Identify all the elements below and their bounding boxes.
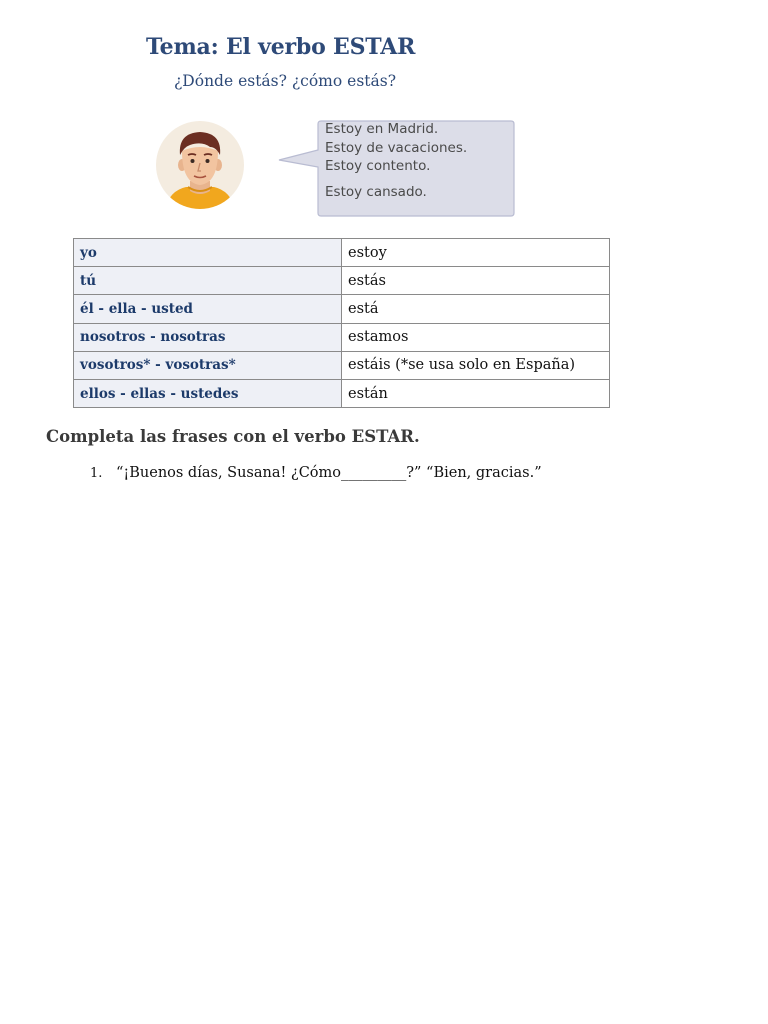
exercise-number: 1. xyxy=(90,466,103,481)
table-row xyxy=(74,351,610,379)
pronoun-cell: él - ella - usted xyxy=(74,295,342,323)
pronoun-cell: ellos - ellas - ustedes xyxy=(74,379,342,407)
exercise-sentence: “¡Buenos días, Susana! ¿Cómo_________?” “Bien, gracias.” xyxy=(116,465,542,481)
verb-form-cell: estamos xyxy=(342,323,610,351)
table-row xyxy=(74,239,610,267)
pronoun-cell: nosotros - nosotras xyxy=(74,323,342,351)
bubble-line: Estoy en Madrid. xyxy=(325,121,439,137)
verb-form-cell: estáis (*se usa solo en España) xyxy=(342,351,610,379)
verb-form-cell: está xyxy=(342,295,610,323)
verb-form-cell: están xyxy=(342,379,610,407)
table-row xyxy=(74,323,610,351)
conjugation-table xyxy=(73,238,610,408)
table-row xyxy=(74,267,610,295)
speech-bubble-text xyxy=(325,120,467,201)
verb-form-cell: estás xyxy=(342,267,610,295)
pronoun-cell: vosotros* - vosotras* xyxy=(74,351,342,379)
exercise-item xyxy=(90,465,542,481)
bubble-line: Estoy cansado. xyxy=(325,183,427,200)
man-avatar-icon xyxy=(154,121,246,209)
verb-form-cell: estoy xyxy=(342,239,610,267)
page-subtitle: ¿Dónde estás? ¿cómo estás? xyxy=(174,72,397,90)
table-row xyxy=(74,295,610,323)
pronoun-cell: tú xyxy=(74,267,342,295)
pronoun-cell: yo xyxy=(74,239,342,267)
table-row xyxy=(74,379,610,407)
bubble-line: Estoy de vacaciones. xyxy=(325,139,468,156)
exercise-instruction: Completa las frases con el verbo ESTAR. xyxy=(46,427,420,446)
bubble-line: Estoy contento. xyxy=(325,158,431,174)
page-title: Tema: El verbo ESTAR xyxy=(146,34,416,60)
